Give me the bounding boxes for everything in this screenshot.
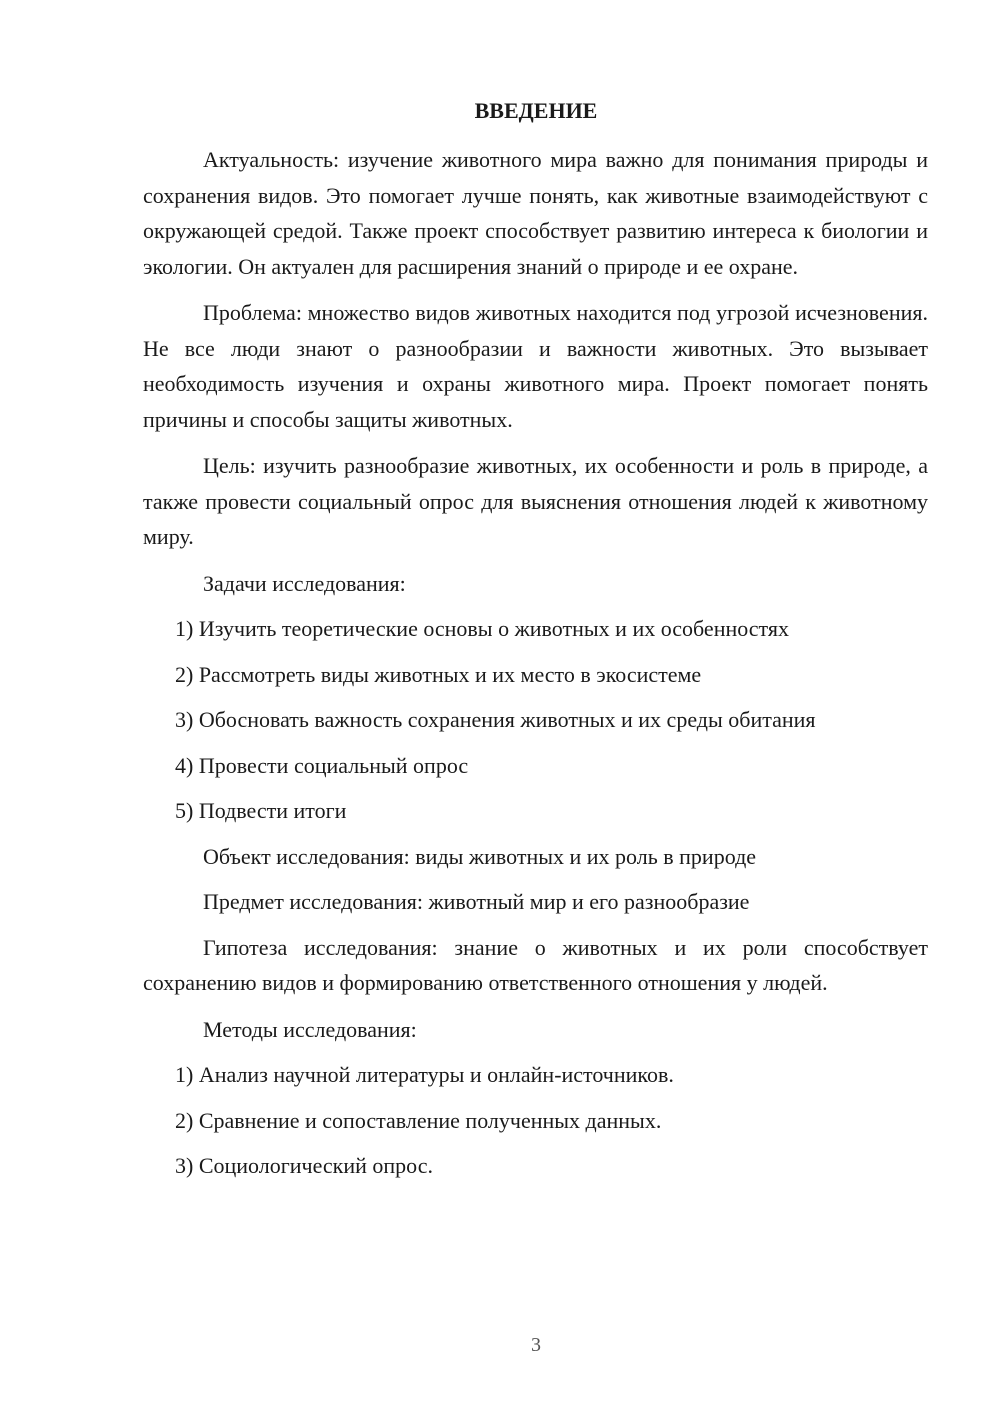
task-item: 2) Рассмотреть виды животных и их место в экосистеме — [175, 661, 702, 687]
method-item: 2) Сравнение и сопоставление полученных данных. — [175, 1107, 662, 1133]
relevance-paragraph: Актуальность: изучение животного мира важно для понимания природы и сохранения видов. Это помогает лучше понять, как животные взаимодействуют с окружающей средой. Также проект способствует развитию интереса к биологии и экологии. Он актуален для расширения знаний о природе и ее охране. — [143, 147, 928, 279]
tasks-heading: Задачи исследования: — [203, 570, 406, 596]
hypothesis-paragraph: Гипотеза исследования: знание о животных и их роли способствует сохранению видов и формированию ответственного отношения у людей. — [143, 934, 928, 995]
goal-paragraph: Цель: изучить разнообразие животных, их особенности и роль в природе, а также провести социальный опрос для выяснения отношения людей к животному миру. — [143, 453, 928, 549]
page-body — [143, 142, 928, 1194]
task-item: 5) Подвести итоги — [175, 798, 347, 823]
task-item: 3) Обосновать важность сохранения животных и их среды обитания — [175, 707, 816, 732]
method-item: 1) Анализ научной литературы и онлайн-источников. — [175, 1062, 674, 1087]
page-title: ВВЕДЕНИЕ — [474, 98, 598, 123]
page-number: 3 — [531, 1334, 541, 1356]
methods-heading: Методы исследования: — [203, 1016, 417, 1042]
object-line: Объект исследования: виды животных и их роль в природе — [203, 843, 757, 869]
problem-paragraph: Проблема: множество видов животных находится под угрозой исчезновения. Не все люди знают о разнообразии и важности животных. Это вызывает необходимость изучения и охраны животного мира. Проект помогает понять причины и способы защиты животных. — [143, 300, 928, 432]
task-item: 4) Провести социальный опрос — [175, 752, 469, 778]
task-item: 1) Изучить теоретические основы о животных и их особенностях — [175, 616, 790, 641]
subject-line: Предмет исследования: животный мир и его разнообразие — [203, 889, 750, 914]
method-item: 3) Социологический опрос. — [175, 1153, 433, 1178]
